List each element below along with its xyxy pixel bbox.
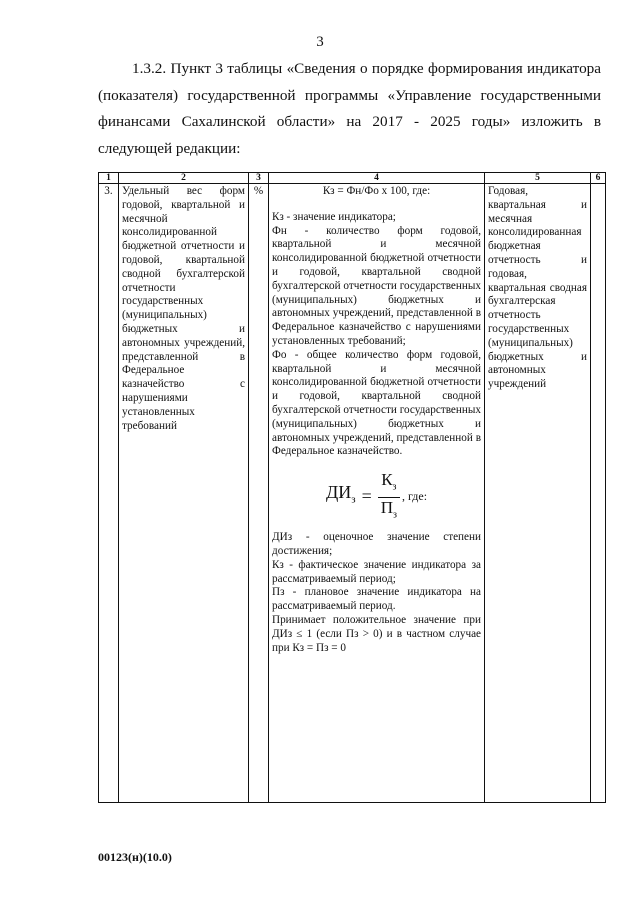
- math-lhs: $ДИ_з$: [325, 482, 356, 507]
- intro-paragraph: 1.3.2. Пункт 3 таблицы «Сведения о порядке формирования индикатора (показателя) государственной программы «Управление государственными финансами Сахалинской области» на 2017 - 2025 годы» изложить в следующей редакции:: [98, 60, 601, 157]
- table-row: [99, 184, 606, 803]
- indicator-name: Удельный вес форм годовой, квартальной и месячной консолидированной бюджетной отчетности и годовой, квартальной сводной бухгалтерской отчетности государственных (муниципальных) бюджетных и автономных учреждений, представленной в Федеральное казначейство с нарушениями установленных требований: [119, 184, 249, 803]
- fn-definition: Фн - количество форм годовой, квартальной и месячной консолидированной бюджетной отчетности и годовой, квартальной сводной бухгалтерской отчетности государственных (муниципальных) бюджетных и автономных учреждений, представленной в Федеральное казначейство с нарушениями установленных требований;: [272, 224, 481, 347]
- math-formula: [272, 470, 481, 521]
- unit-cell: %: [249, 184, 269, 803]
- source-cell: Годовая, квартальная и месячная консолидированная бюджетная отчетность и годовая, квартальная сводная бухгалтерская отчетность государственных (муниципальных) бюджетных и автономных учреждений: [485, 184, 591, 803]
- k-definition: Кз - значение индикатора;: [272, 210, 396, 223]
- page-number: 3: [316, 34, 324, 50]
- indicator-table: [98, 172, 606, 803]
- table-header-row: [99, 173, 606, 184]
- extra-cell: [591, 184, 606, 803]
- pz-definition: Пз - плановое значение индикатора на рассматриваемый период.: [272, 586, 481, 613]
- header-col-3: 3: [249, 173, 269, 184]
- header-col-2: 2: [119, 173, 249, 184]
- footer-code: 00123(н)(10.0): [98, 850, 172, 864]
- row-number: 3.: [99, 184, 119, 803]
- kz-definition: Кз - фактическое значение индикатора за рассматриваемый период;: [272, 558, 481, 585]
- fo-definition: Фо - общее количество форм годовой, квартальной и месячной консолидированной бюджетной отчетности и годовой, квартальной сводной бухгалтерской отчетности государственных (муниципальных) бюджетных и автономных учреждений, представленной в Федеральное казначейство.: [272, 348, 481, 458]
- positive-note: Принимает положительное значение при ДИз ≤ 1 (если Пз > 0) и в частном случае при Кз = Пз = 0: [272, 613, 481, 654]
- di-definition: ДИз - оценочное значение степени достижения;: [272, 531, 481, 557]
- math-equals: =: [361, 486, 372, 507]
- header-col-6: 6: [591, 173, 606, 184]
- math-fraction: $\frac{К_з}{П_з}$: [378, 470, 400, 524]
- formula-line: Кз = Фн/Фо х 100, где:: [322, 185, 431, 197]
- header-col-4: 4: [269, 173, 485, 184]
- header-col-1: 1: [99, 173, 119, 184]
- method-cell: [269, 184, 485, 803]
- header-col-5: 5: [485, 173, 591, 184]
- math-tail: , где:: [401, 489, 428, 504]
